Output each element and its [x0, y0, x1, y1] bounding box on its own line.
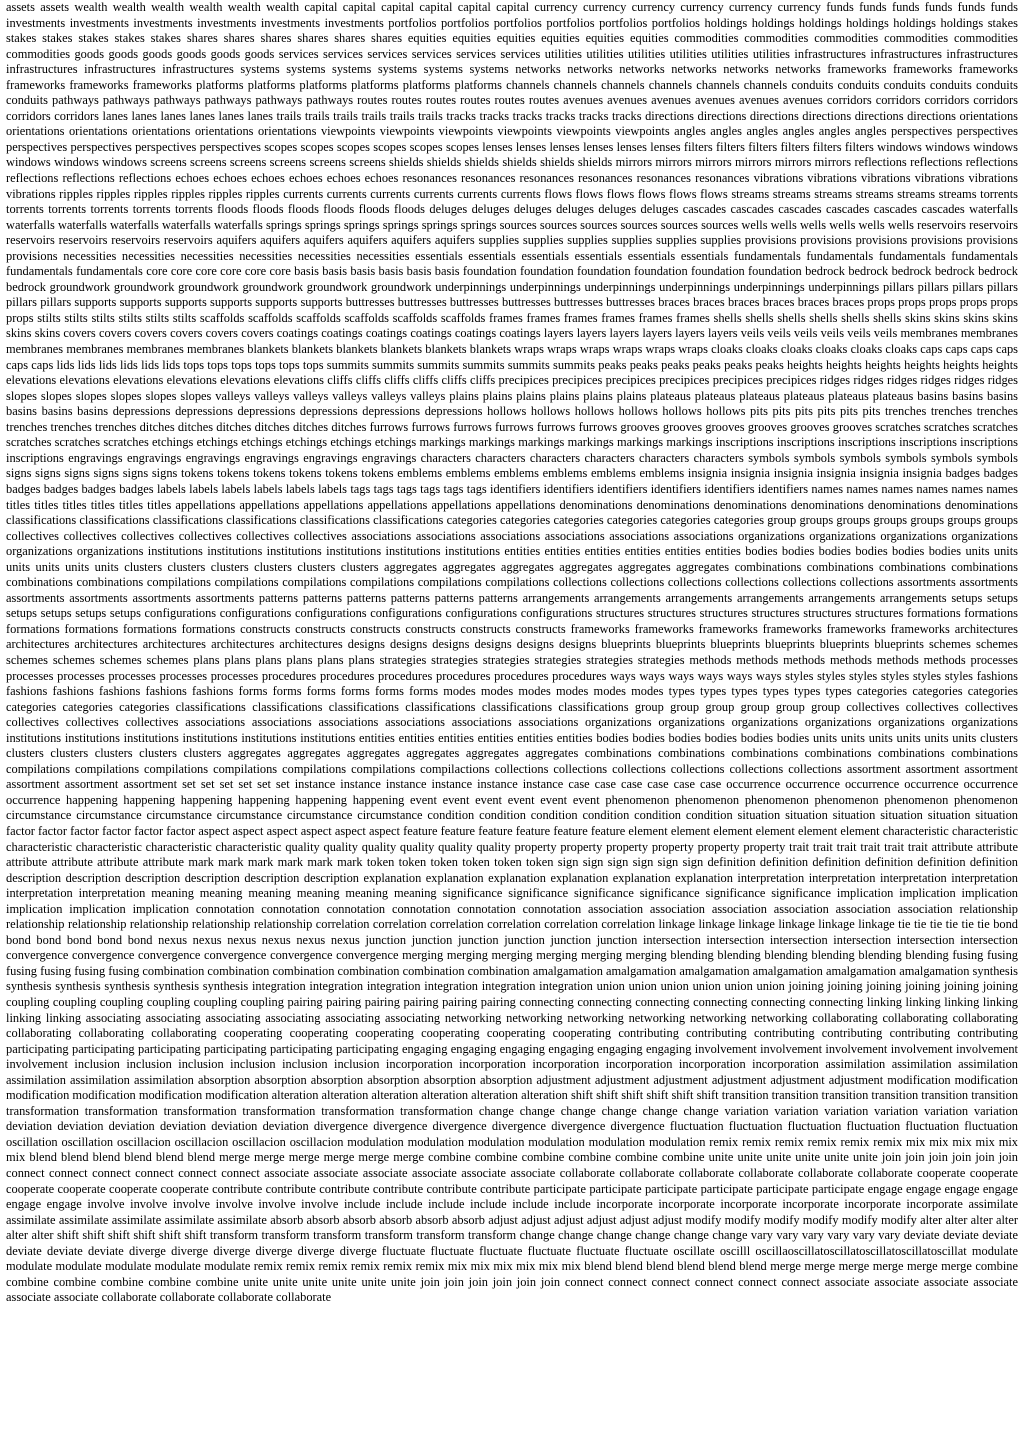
body-text: assets assets wealth wealth wealth wealth wealth wealth capital capital capital capital capital capital currency currency currency currency currency currency funds funds funds funds funds funds investments investments investments investments investments investments portfolios portfolios portfolios portfolios portfolios portfolios holdings holdings holdings holdings holdings holdings stakes stakes stakes stakes stakes stakes shares shares shares shares shares shares equities equities equities equities equities equities commodities commodities commodities commodities commodities commodities goods goods goods goods goods goods services services services services services services utilities utilities utilities utilities utilities utilities infrastructures infrastructures infrastructures infrastructures infrastructures infrastructures systems systems systems systems systems systems networks networks networks networks networks networks frameworks frameworks frameworks frameworks frameworks frameworks platforms platforms platforms platforms platforms platforms channels channels channels channels channels channels conduits conduits conduits conduits conduits conduits pathways pathways pathways pathways pathways pathways routes routes routes routes routes routes avenues avenues avenues avenues avenues avenues corridors corridors corridors corridors corridors corridors lanes lanes lanes lanes lanes lanes trails trails trails trails trails trails tracks tracks tracks tracks tracks tracks directions directions directions directions directions directions orientations orientations orientations orientations orientations orientations viewpoints viewpoints viewpoints viewpoints viewpoints viewpoints angles angles angles angles angles angles perspectives perspectives perspectives perspectives perspectives perspectives scopes scopes scopes scopes scopes scopes lenses lenses lenses lenses lenses lenses filters filters filters filters filters filters windows windows windows windows windows windows screens screens screens screens screens screens shields shields shields shields shields shields mirrors mirrors mirrors mirrors mirrors mirrors reflections reflections reflections reflections reflections reflections echoes echoes echoes echoes echoes echoes resonances resonances resonances resonances resonances resonances vibrations vibrations vibrations vibrations vibrations vibrations ripples ripples ripples ripples ripples ripples currents currents currents currents currents currents flows flows flows flows flows flows streams streams streams streams streams streams torrents torrents torrents torrents torrents torrents floods floods floods floods floods floods deluges deluges deluges deluges deluges deluges cascades cascades cascades cascades cascades cascades waterfalls waterfalls waterfalls waterfalls waterfalls waterfalls springs springs springs springs springs springs sources sources sources sources sources sources wells wells wells wells wells wells reservoirs reservoirs reservoirs reservoirs reservoirs reservoirs aquifers aquifers aquifers aquifers aquifers aquifers supplies supplies supplies supplies supplies supplies provisions provisions provisions provisions provisions provisions necessities necessities necessities necessities necessities necessities essentials essentials essentials essentials essentials essentials fundamentals fundamentals fundamentals fundamentals fundamentals fundamentals core core core core core core basis basis basis basis basis basis foundation foundation foundation foundation foundation foundation bedrock bedrock bedrock bedrock bedrock bedrock groundwork groundwork groundwork groundwork groundwork groundwork underpinnings underpinnings underpinnings underpinnings underpinnings underpinnings pillars pillars pillars pillars pillars pillars supports supports supports supports supports supports buttresses buttresses buttresses buttresses buttresses buttresses braces braces braces braces braces braces props props props props props props stilts stilts stilts stilts stilts stilts scaffolds scaffolds scaffolds scaffolds scaffolds scaffolds frames frames frames frames frames frames shells shells shells shells shells shells skins skins skins skins skins skins covers covers covers covers covers covers coatings coatings coatings coatings coatings coatings layers layers layers layers layers layers veils veils veils veils veils veils membranes membranes membranes membranes membranes membranes blankets blankets blankets blankets blankets blankets wraps wraps wraps wraps wraps wraps cloaks cloaks cloaks cloaks cloaks cloaks caps caps caps caps caps caps lids lids lids lids lids lids tops tops tops tops tops tops summits summits summits summits summits summits peaks peaks peaks peaks peaks peaks heights heights heights heights heights heights elevations elevations elevations elevations elevations elevations cliffs cliffs cliffs cliffs cliffs cliffs precipices precipices precipices precipices precipices precipices ridges ridges ridges ridges ridges ridges slopes slopes slopes slopes slopes slopes valleys valleys valleys valleys valleys valleys plains plains plains plains plains plains plateaus plateaus plateaus plateaus plateaus plateaus basins basins basins basins basins basins depressions depressions depressions depressions depressions depressions hollows hollows hollows hollows hollows hollows pits pits pits pits pits pits trenches trenches trenches trenches trenches trenches ditches ditches ditches ditches ditches ditches furrows furrows furrows furrows furrows furrows grooves grooves grooves grooves grooves grooves scratches scratches scratches scratches scratches scratches etchings etchings etchings etchings etchings etchings markings markings markings markings markings markings inscriptions inscriptions inscriptions inscriptions inscriptions inscriptions engravings engravings engravings engravings engravings engravings characters characters characters characters characters characters symbols symbols symbols symbols symbols symbols signs signs signs signs signs signs tokens tokens tokens tokens tokens tokens emblems emblems emblems emblems emblems emblems insignia insignia insignia insignia insignia insignia badges badges badges badges badges badges labels labels labels labels labels labels tags tags tags tags tags tags identifiers identifiers identifiers identifiers identifiers identifiers names names names names names names titles titles titles titles titles titles appellations appellations appellations appellations appellations appellations denominations denominations denominations denominations denominations denominations classifications classifications classifications classifications classifications classifications categories categories categories categories categories categories group groups groups groups groups groups groups collectives collectives collectives collectives collectives collectives associations associations associations associations associations associations organizations organizations organizations organizations organizations organizations institutions institutions institutions institutions institutions institutions entities entities entities entities entities entities bodies bodies bodies bodies bodies bodies units units units units units units clusters clusters clusters clusters clusters clusters aggregates aggregates aggregates aggregates aggregates aggregates combinations combinations combinations combinations combinations combinations compilations compilations compilations compilations compilations compilations collections collections collections collections collections collections assortments assortments assortments assortments assortments assortments patterns patterns patterns patterns patterns patterns arrangements arrangements arrangements arrangements arrangements arrangements setups setups setups setups setups setups configurations configurations configurations configurations configurations configurations structures structures structures structures structures structures formations formations formations formations formations formations constructs constructs constructs constructs constructs constructs frameworks frameworks frameworks frameworks frameworks frameworks architectures architectures architectures architectures architectures architectures designs designs designs designs designs designs blueprints blueprints blueprints blueprints blueprints blueprints schemes schemes schemes schemes schemes schemes plans plans plans plans plans plans strategies strategies strategies strategies strategies strategies methods methods methods methods methods methods processes processes processes processes processes processes procedures procedures procedures procedures procedures procedures ways ways ways ways ways ways styles styles styles styles styles styles fashions fashions fashions fashions fashions fashions forms forms forms forms forms forms modes modes modes modes modes modes types types types types types types categories categories categories categories categories categories classifications classifications classifications classifications classifications classifications group group group group group group collectives collectives collectives collectives collectives collectives associations associations associations associations associations associations organizations organizations organizations organizations organizations organizations institutions institutions institutions institutions institutions institutions entities entities entities entities entities entities bodies bodies bodies bodies bodies bodies units units units units units units clusters clusters clusters clusters clusters clusters aggregates aggregates aggregates aggregates aggregates aggregates combinations combinations combinations combinations combinations combinations compilations compilations compilations compilations compilations compilations compilactions collections collections collections collections collections collections assortment assortment assortment assortment assortment assortment set set set set set set instance instance instance instance instance instance case case case case case case occurrence occurrence occurrence occurrence occurrence occurrence happening happening happening happening happening happening event event event event event event phenomenon phenomenon phenomenon phenomenon phenomenon phenomenon circumstance circumstance circumstance circumstance circumstance circumstance condition condition condition condition condition condition situation situation situation situation situation situation factor factor factor factor factor factor aspect aspect aspect aspect aspect aspect feature feature feature feature feature feature element element element element element element characteristic characteristic characteristic characteristic characteristic characteristic quality quality quality quality quality quality property property property property property property trait trait trait trait trait trait attribute attribute attribute attribute attribute attribute mark mark mark mark mark mark token token token token token token sign sign sign sign sign sign definition definition definition definition definition definition description description description description description description explanation explanation explanation explanation explanation explanation interpretation interpretation interpretation interpretation interpretation interpretation meaning meaning meaning meaning meaning meaning significance significance significance significance significance significance implication implication implication implication implication implication connotation connotation connotation connotation connotation connotation association association association association association association relationship relationship relationship relationship relationship relationship correlation correlation correlation correlation correlation correlation linkage linkage linkage linkage linkage linkage tie tie tie tie tie tie bond bond bond bond bond bond nexus nexus nexus nexus nexus nexus junction junction junction junction junction junction intersection intersection intersection intersection intersection intersection convergence convergence convergence convergence convergence convergence merging merging merging merging merging merging blending blending blending blending blending blending fusing fusing fusing fusing fusing fusing combination combination combination combination combination combination amalgamation amalgamation amalgamation amalgamation amalgamation amalgamation synthesis synthesis synthesis synthesis synthesis synthesis integration integration integration integration integration integration union union union union union union joining joining joining joining joining joining coupling coupling coupling coupling coupling coupling pairing pairing pairing pairing pairing pairing connecting connecting connecting connecting connecting connecting linking linking linking linking linking linking associating associating associating associating associating associating networking networking networking networking networking networking collaborating collaborating collaborating collaborating collaborating collaborating cooperating cooperating cooperating cooperating cooperating cooperating contributing contributing contributing contributing contributing contributing participating participating participating participating participating participating engaging engaging engaging engaging engaging engaging involvement involvement involvement involvement involvement involvement inclusion inclusion inclusion inclusion inclusion inclusion incorporation incorporation incorporation incorporation incorporation incorporation assimilation assimilation assimilation assimilation assimilation assimilation absorption absorption absorption absorption absorption absorption adjustment adjustment adjustment adjustment adjustment adjustment modification modification modification modification modification modification alteration alteration alteration alteration alteration alteration shift shift shift shift shift shift transition transition transition transition transition transition transformation transformation transformation transformation transformation transformation change change change change change change variation variation variation variation variation variation deviation deviation deviation deviation deviation deviation divergence divergence divergence divergence divergence divergence fluctuation fluctuation fluctuation fluctuation fluctuation fluctuation oscillation oscillation oscillacion oscillacion oscillacion oscillacion modulation modulation modulation modulation modulation modulation remix remix remix remix remix remix mix mix mix mix mix mix blend blend blend blend blend blend merge merge merge merge merge merge combine combine combine combine combine combine unite unite unite unite unite unite join join join join join join connect connect connect connect connect connect associate associate associate associate associate associate collaborate collaborate collaborate collaborate collaborate collaborate cooperate cooperate cooperate cooperate cooperate cooperate contribute contribute contribute contribute contribute contribute participate participate participate participate participate participate engage engage engage engage engage engage involve involve involve involve involve involve include include include include include include incorporate incorporate incorporate incorporate incorporate incorporate assimilate assimilate assimilate assimilate assimilate assimilate absorb absorb absorb absorb absorb absorb adjust adjust adjust adjust adjust adjust modify modify modify modify modify modify alter alter alter alter alter alter shift shift shift shift shift shift transform transform transform transform transform transform change change change change change change vary vary vary vary vary vary deviate deviate deviate deviate deviate deviate diverge diverge diverge diverge diverge diverge fluctuate fluctuate fluctuate fluctuate fluctuate fluctuate oscillate oscilll oscillaoscillatoscillatoscillatoscillatoscillat modulate modulate modulate modulate modulate modulate remix remix remix remix remix remix mix mix mix mix mix mix blend blend blend blend blend blend merge merge merge merge merge merge combine combine combine combine combine combine unite unite unite unite unite unite join join join join join join connect connect connect connect connect connect associate associate associate associate associate associate collaborate collaborate collaborate collaborate: [6, 0, 1019, 1305]
